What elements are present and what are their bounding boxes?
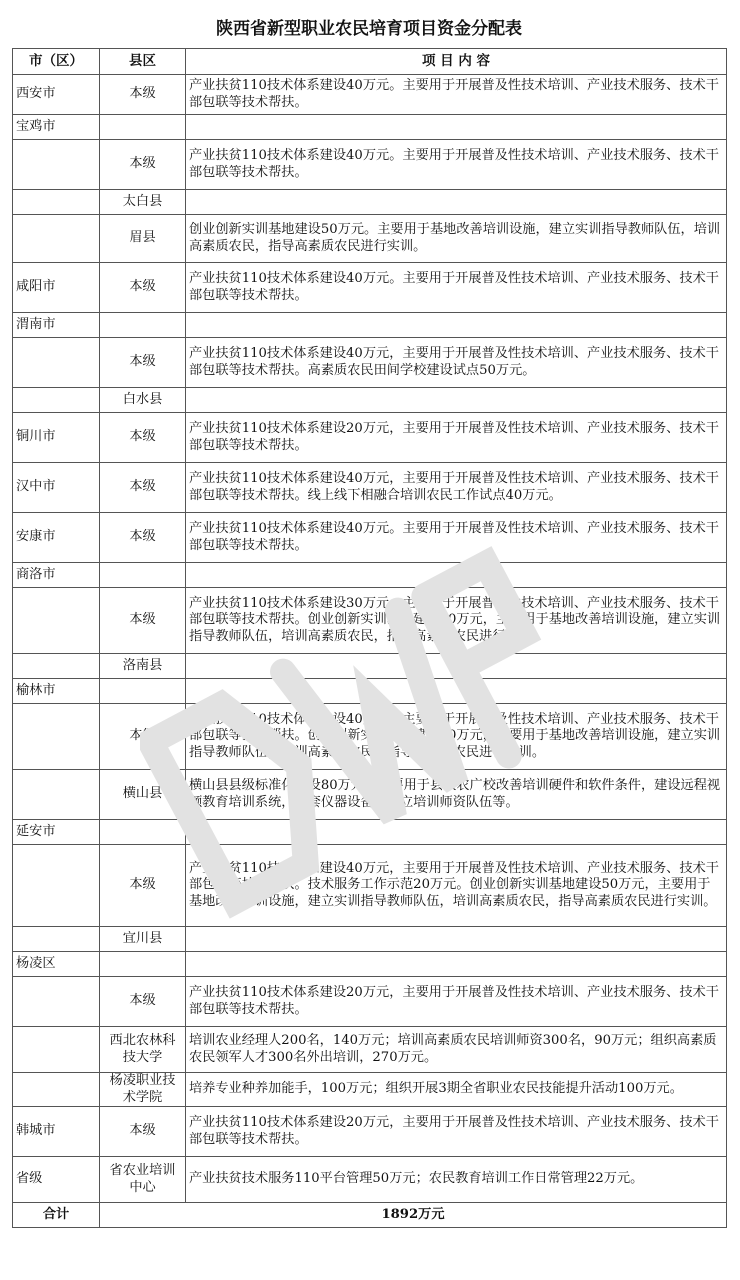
content-cell: 产业扶贫110技术体系建设40万元，主要用于开展普及性技术培训、产业技术服务、技术干部包联等技术帮扶。线上线下相融合培训农民工作试点40万元。 <box>186 463 727 513</box>
county-cell: 本级 <box>100 977 186 1027</box>
allocation-table <box>12 48 727 1228</box>
content-cell: 产业扶贫110技术体系建设30万元，主要用于开展普及性技术培训、产业技术服务、技术干部包联等技术帮扶。创业创新实训基地建设50万元，主要用于基地改善培训设施，建立实训指导教师队伍，培训高素质农民，指导高素质农民进行实训。 <box>186 588 727 654</box>
city-cell: 咸阳市 <box>13 263 100 313</box>
city-cell <box>13 1073 100 1107</box>
table-row <box>13 927 727 952</box>
county-cell: 本级 <box>100 845 186 927</box>
county-cell <box>100 679 186 704</box>
county-cell: 本级 <box>100 338 186 388</box>
content-cell: 产业扶贫110技术体系建设20万元，主要用于开展普及性技术培训、产业技术服务、技术干部包联等技术帮扶。 <box>186 977 727 1027</box>
header-county: 县区 <box>100 49 186 75</box>
table-row <box>13 1107 727 1157</box>
county-cell: 宜川县 <box>100 927 186 952</box>
content-cell <box>186 388 727 413</box>
content-cell: 产业扶贫110技术体系建设40万元，主要用于开展普及性技术培训、产业技术服务、技术干部包联等技术帮扶。技术服务工作示范20万元。创业创新实训基地建设50万元，主要用于基地改善培训设施，建立实训指导教师队伍，培训高素质农民，指导高素质农民进行实训。 <box>186 845 727 927</box>
city-cell <box>13 338 100 388</box>
header-content: 项 目 内 容 <box>186 49 727 75</box>
table-row <box>13 563 727 588</box>
content-cell: 产业扶贫110技术体系建设40万元。主要用于开展普及性技术培训、产业技术服务、技术干部包联等技术帮扶。 <box>186 75 727 115</box>
content-cell: 产业扶贫110技术体系建设40万元。主要用于开展普及性技术培训、产业技术服务、技术干部包联等技术帮扶。 <box>186 140 727 190</box>
city-cell: 延安市 <box>13 820 100 845</box>
table-row <box>13 215 727 263</box>
city-cell: 省级 <box>13 1157 100 1203</box>
table-row <box>13 115 727 140</box>
county-cell: 杨凌职业技术学院 <box>100 1073 186 1107</box>
content-cell <box>186 313 727 338</box>
county-cell: 横山县 <box>100 770 186 820</box>
table-row <box>13 770 727 820</box>
content-cell: 产业扶贫110技术体系建设40万元，主要用于开展普及性技术培训、产业技术服务、技术干部包联等技术帮扶。创业创新实训基地建设50万元，主要用于基地改善培训设施，建立实训指导教师队伍，培训高素质农民，指导高素质农民进行实训。 <box>186 704 727 770</box>
table-row <box>13 952 727 977</box>
city-cell: 杨凌区 <box>13 952 100 977</box>
city-cell <box>13 215 100 263</box>
table-row <box>13 704 727 770</box>
content-cell: 横山县县级标准化建设80万元，主要用于县级农广校改善培训硬件和软件条件，建设远程视频教育培训系统，配套仪器设备，建立培训师资队伍等。 <box>186 770 727 820</box>
table-row <box>13 1027 727 1073</box>
county-cell <box>100 952 186 977</box>
table-row <box>13 679 727 704</box>
header-city: 市（区） <box>13 49 100 75</box>
city-cell: 汉中市 <box>13 463 100 513</box>
county-cell <box>100 563 186 588</box>
city-cell: 渭南市 <box>13 313 100 338</box>
table-row <box>13 313 727 338</box>
content-cell: 产业扶贫110技术体系建设20万元，主要用于开展普及性技术培训、产业技术服务、技术干部包联等技术帮扶。 <box>186 413 727 463</box>
content-cell <box>186 927 727 952</box>
county-cell: 洛南县 <box>100 654 186 679</box>
table-row <box>13 845 727 927</box>
city-cell: 铜川市 <box>13 413 100 463</box>
table-row <box>13 190 727 215</box>
table-body <box>13 75 727 1203</box>
content-cell <box>186 820 727 845</box>
city-cell: 西安市 <box>13 75 100 115</box>
city-cell <box>13 704 100 770</box>
city-cell <box>13 190 100 215</box>
table-row <box>13 588 727 654</box>
county-cell: 省农业培训中心 <box>100 1157 186 1203</box>
content-cell: 产业扶贫110技术体系建设20万元，主要用于开展普及性技术培训、产业技术服务、技术干部包联等技术帮扶。 <box>186 1107 727 1157</box>
county-cell: 本级 <box>100 588 186 654</box>
content-cell: 培养专业种养加能手，100万元；组织开展3期全省职业农民技能提升活动100万元。 <box>186 1073 727 1107</box>
table-row <box>13 413 727 463</box>
content-cell <box>186 115 727 140</box>
city-cell <box>13 845 100 927</box>
county-cell: 本级 <box>100 1107 186 1157</box>
county-cell: 本级 <box>100 75 186 115</box>
county-cell <box>100 115 186 140</box>
county-cell: 本级 <box>100 140 186 190</box>
total-row <box>13 1203 727 1228</box>
content-cell <box>186 190 727 215</box>
content-cell: 产业扶贫110技术体系建设40万元。主要用于开展普及性技术培训、产业技术服务、技术干部包联等技术帮扶。 <box>186 513 727 563</box>
county-cell: 太白县 <box>100 190 186 215</box>
table-row <box>13 75 727 115</box>
county-cell: 西北农林科技大学 <box>100 1027 186 1073</box>
table-row <box>13 140 727 190</box>
table-row <box>13 1157 727 1203</box>
table-row <box>13 820 727 845</box>
content-cell <box>186 654 727 679</box>
city-cell: 榆林市 <box>13 679 100 704</box>
city-cell: 韩城市 <box>13 1107 100 1157</box>
county-cell: 本级 <box>100 263 186 313</box>
city-cell <box>13 654 100 679</box>
content-cell <box>186 952 727 977</box>
table-row <box>13 388 727 413</box>
city-cell: 安康市 <box>13 513 100 563</box>
city-cell: 商洛市 <box>13 563 100 588</box>
table-row <box>13 654 727 679</box>
total-value: 1892万元 <box>100 1203 727 1228</box>
city-cell <box>13 140 100 190</box>
city-cell <box>13 588 100 654</box>
table-row <box>13 1073 727 1107</box>
city-cell <box>13 1027 100 1073</box>
table-row <box>13 338 727 388</box>
content-cell: 产业扶贫110技术体系建设40万元。主要用于开展普及性技术培训、产业技术服务、技术干部包联等技术帮扶。 <box>186 263 727 313</box>
table-header-row <box>13 49 727 75</box>
county-cell <box>100 313 186 338</box>
content-cell: 创业创新实训基地建设50万元。主要用于基地改善培训设施，建立实训指导教师队伍，培训高素质农民，指导高素质农民进行实训。 <box>186 215 727 263</box>
county-cell: 眉县 <box>100 215 186 263</box>
city-cell <box>13 927 100 952</box>
city-cell <box>13 977 100 1027</box>
county-cell: 本级 <box>100 513 186 563</box>
content-cell <box>186 563 727 588</box>
city-cell <box>13 388 100 413</box>
city-cell: 宝鸡市 <box>13 115 100 140</box>
content-cell: 产业扶贫110技术体系建设40万元，主要用于开展普及性技术培训、产业技术服务、技术干部包联等技术帮扶。高素质农民田间学校建设试点50万元。 <box>186 338 727 388</box>
table-row <box>13 513 727 563</box>
county-cell <box>100 820 186 845</box>
county-cell: 本级 <box>100 463 186 513</box>
county-cell: 本级 <box>100 413 186 463</box>
page-title: 陕西省新型职业农民培育项目资金分配表 <box>216 19 522 39</box>
county-cell: 本级 <box>100 704 186 770</box>
county-cell: 白水县 <box>100 388 186 413</box>
table-row <box>13 463 727 513</box>
content-cell: 培训农业经理人200名，140万元；培训高素质农民培训师资300名，90万元；组织高素质农民领军人才300名外出培训，270万元。 <box>186 1027 727 1073</box>
total-label: 合计 <box>13 1203 100 1228</box>
content-cell: 产业扶贫技术服务110平台管理50万元；农民教育培训工作日常管理22万元。 <box>186 1157 727 1203</box>
city-cell <box>13 770 100 820</box>
content-cell <box>186 679 727 704</box>
table-row <box>13 263 727 313</box>
table-row <box>13 977 727 1027</box>
